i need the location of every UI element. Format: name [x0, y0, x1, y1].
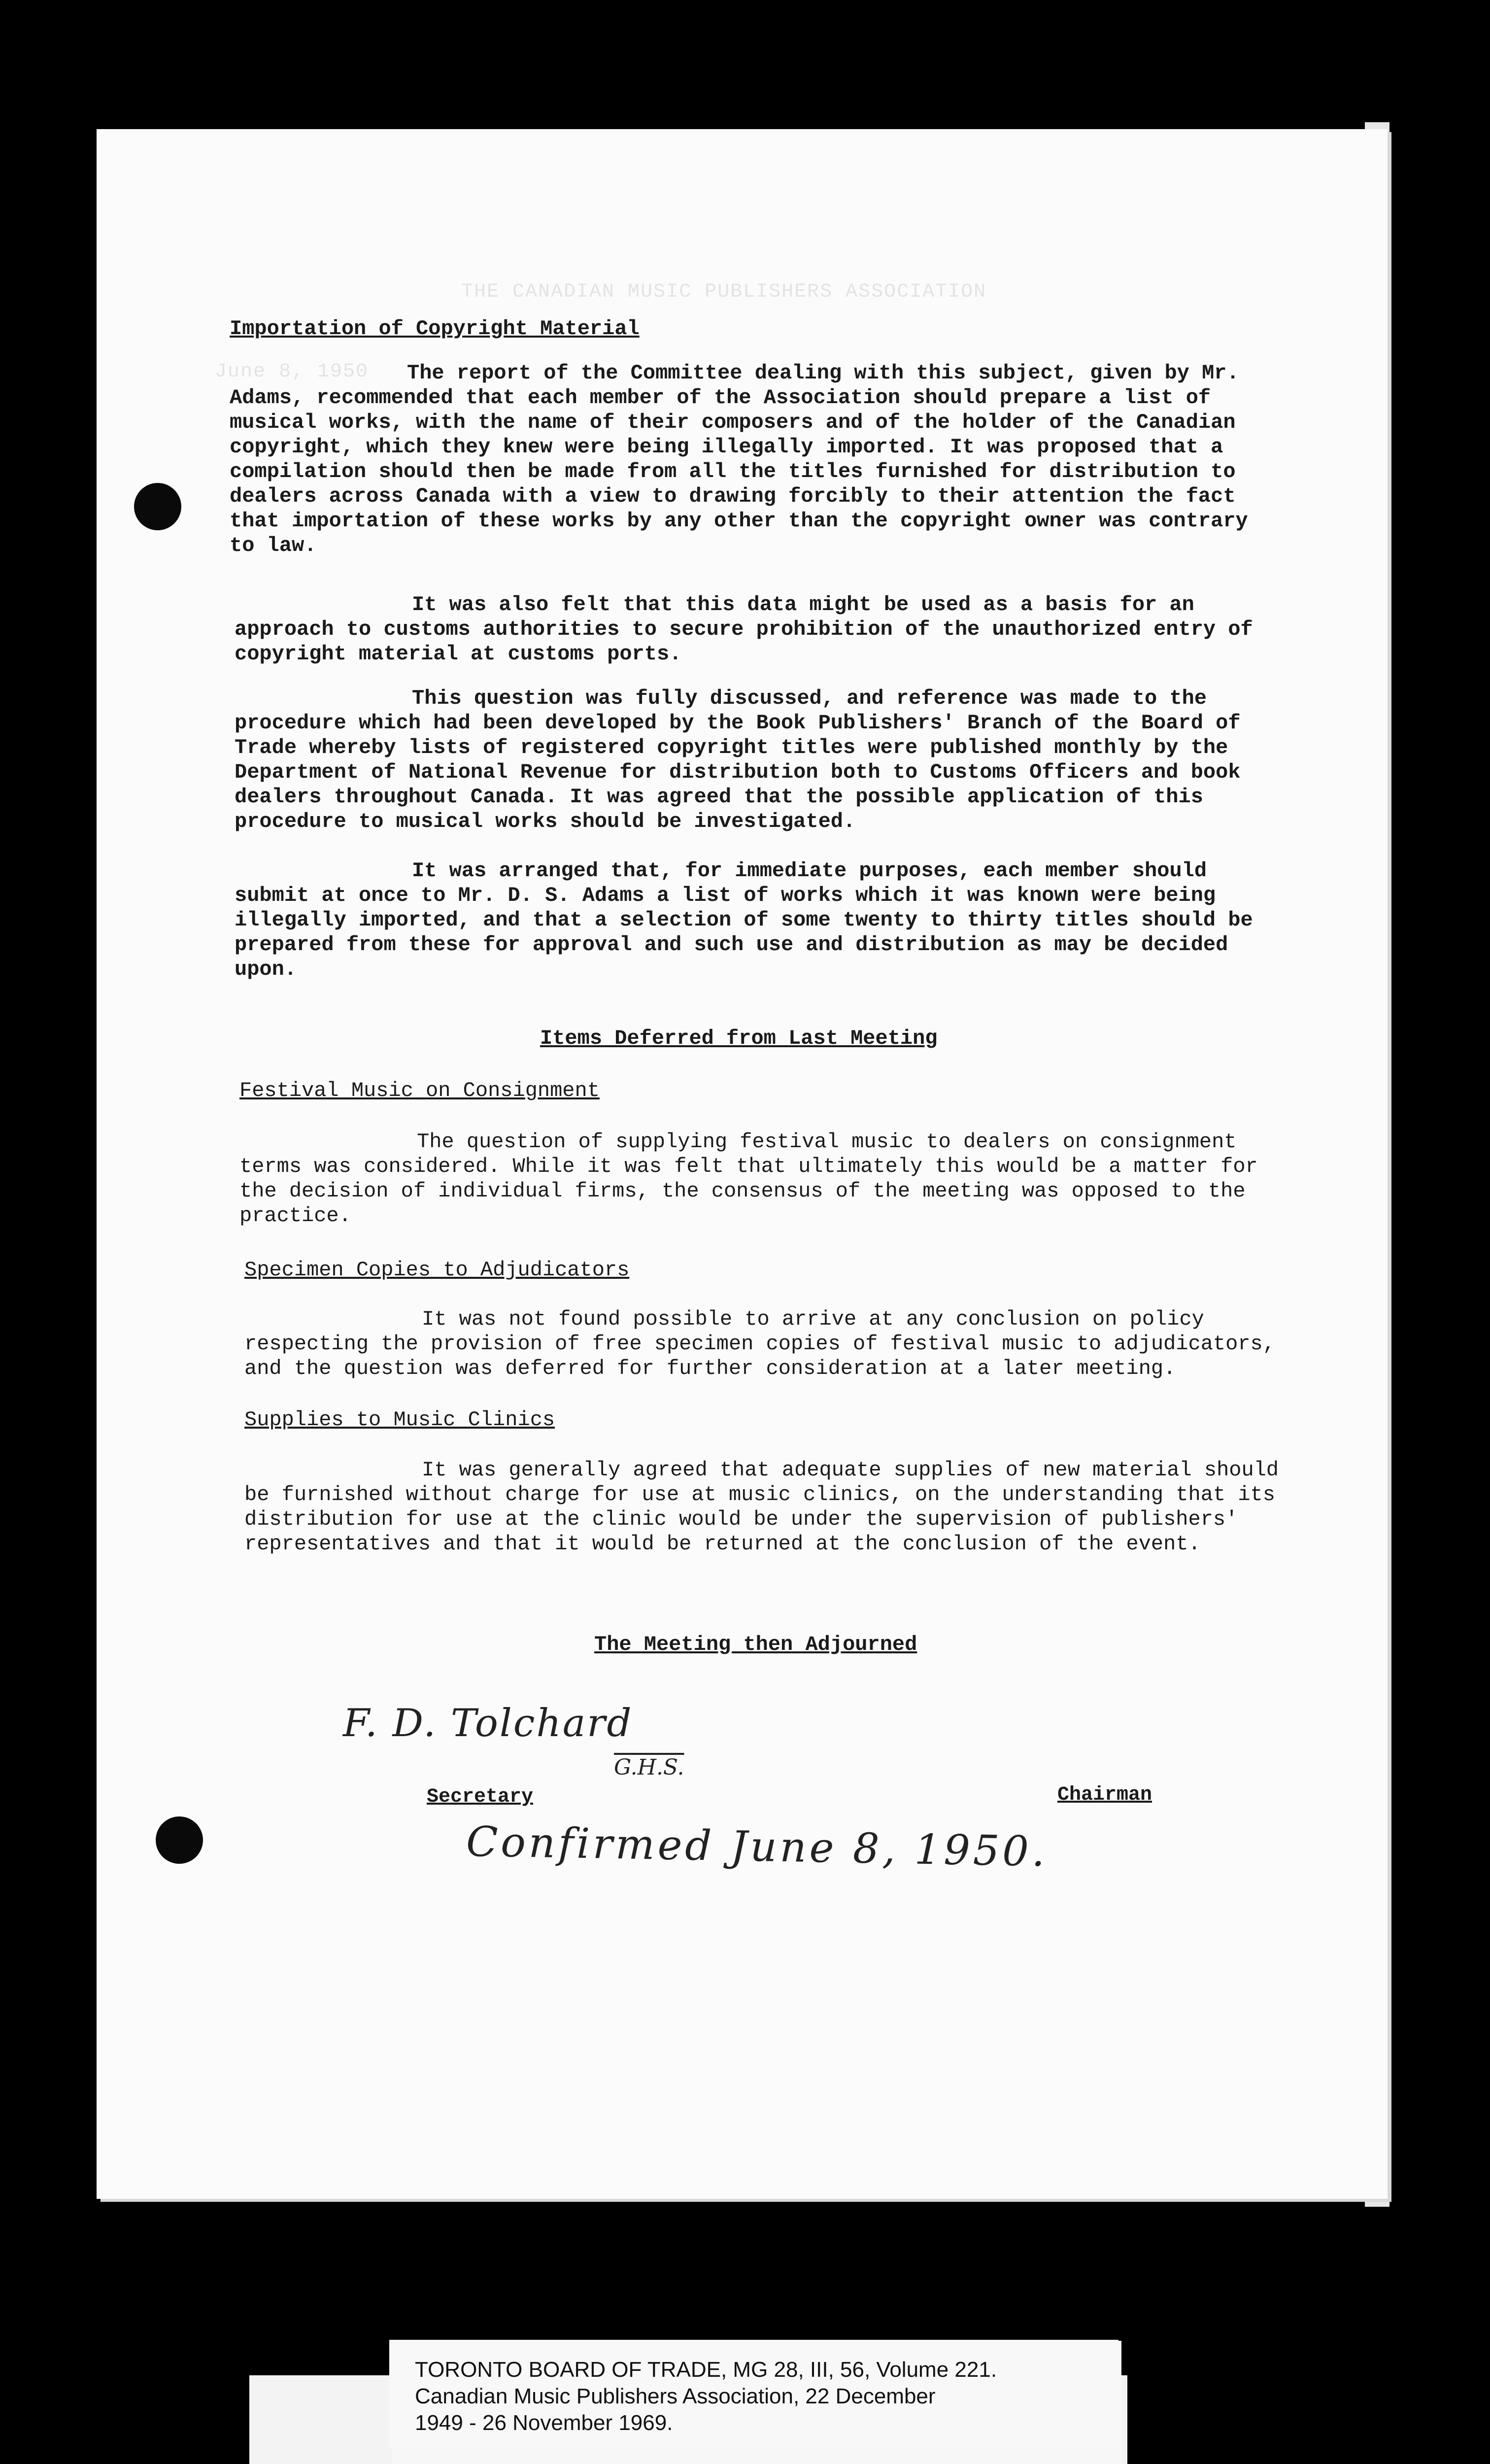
- heading-specimen-copies: Specimen Copies to Adjudicators: [244, 1258, 630, 1282]
- citation-line-2: Canadian Music Publishers Association, 22 December: [415, 2384, 936, 2408]
- paragraph-importation-3: This question was fully discussed, and reference was made to the procedure which had been developed by the Book Publishers' Branch of the Board of Trade whereby lists of registered copyright titles were published monthly by the Department of National Revenue for distribution both to Customs Officers and book dealers throughout Canada. It was agreed that the possible application of this procedure to musical works should be investigated.: [235, 686, 1241, 833]
- meeting-adjourned: The Meeting then Adjourned: [594, 1633, 917, 1656]
- handwritten-confirmation: Confirmed June 8, 1950.: [466, 1817, 1049, 1876]
- ghost-date-text: June 8, 1950: [215, 361, 369, 383]
- punch-hole-top: [134, 483, 181, 530]
- heading-music-clinics: Supplies to Music Clinics: [244, 1408, 555, 1432]
- paragraph-music-clinics: It was generally agreed that adequate supplies of new material should be furnished without charge for use at music clinics, on the understanding that its distribution for use at the clinic would be under the supervision of publishers' representatives and that it would be returned at the conclusion of the event.: [244, 1458, 1279, 1556]
- paragraph-importation-2: It was also felt that this data might be used as a basis for an approach to customs authorities to secure prohibition of the unauthorized entry of copyright material at customs ports.: [235, 593, 1253, 666]
- handwritten-signature: F. D. Tolchard: [343, 1701, 633, 1745]
- secretary-label: Secretary: [427, 1786, 534, 1808]
- citation-line-1: TORONTO BOARD OF TRADE, MG 28, III, 56, Volume 221.: [415, 2358, 997, 2382]
- paragraph-importation-1: The report of the Committee dealing with this subject, given by Mr. Adams, recommended that each member of the Association should prepare a list of musical works, with the name of their composers and of the holder of the Canadian copyright, which they knew were being illegally imported. It was proposed that a compilation should then be made from all the titles furnished for distribution to dealers across Canada with a view to drawing forcibly to their attention the fact that importation of these works by any other than the copyright owner was contrary to law.: [230, 361, 1248, 557]
- paragraph-importation-4: It was arranged that, for immediate purposes, each member should submit at once to Mr. D. S. Adams a list of works which it was known were being illegally imported, and that a selection of some twenty to thirty titles should be prepared from these for approval and such use and distribution as may be decided upon.: [235, 859, 1253, 981]
- ghost-header-text: THE CANADIAN MUSIC PUBLISHERS ASSOCIATION: [461, 281, 987, 303]
- paragraph-specimen-copies: It was not found possible to arrive at any conclusion on policy respecting the provision of free specimen copies of festival music to adjudicators, and the question was deferred for further consideration at a later meeting.: [244, 1307, 1275, 1380]
- heading-festival-music: Festival Music on Consignment: [239, 1079, 600, 1102]
- handwritten-initials: G.H.S.: [614, 1755, 684, 1780]
- document-page: [97, 129, 1388, 2199]
- archive-citation: [389, 2340, 1118, 2448]
- public-archives-stamp: [249, 2444, 1127, 2464]
- punch-hole-bottom: [156, 1816, 203, 1864]
- paragraph-festival-music: The question of supplying festival music to dealers on consignment terms was considered. While it was felt that ultimately this would be a matter for the decision of individual firms, the consensus of the meeting was opposed to the practice.: [239, 1130, 1258, 1228]
- citation-line-3: 1949 - 26 November 1969.: [415, 2411, 673, 2435]
- chairman-label: Chairman: [1057, 1784, 1152, 1806]
- heading-items-deferred: Items Deferred from Last Meeting: [540, 1027, 938, 1050]
- heading-importation: Importation of Copyright Material: [230, 317, 640, 341]
